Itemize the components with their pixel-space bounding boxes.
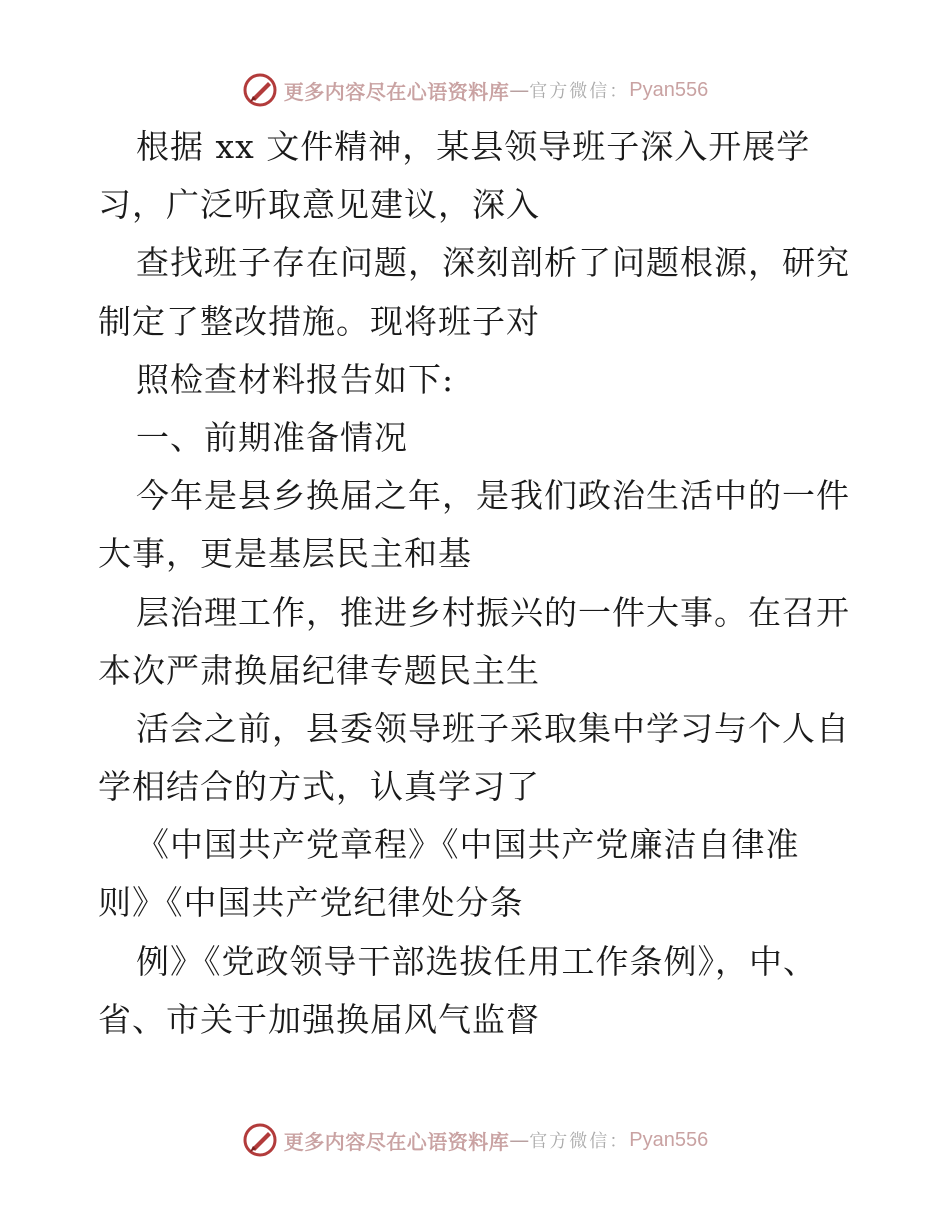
watermark-wechat-label: 官方微信： [529, 1131, 630, 1152]
body-line: 活会之前，县委领导班子采取集中学习与个人自 [136, 708, 850, 748]
body-line: 制定了整改措施。现将班子对 [98, 301, 540, 341]
body-line: 《中国共产党章程》《中国共产党廉洁自律准 [136, 825, 800, 865]
body-line: 查找班子存在问题，深刻剖析了问题根源，研究 [136, 243, 850, 283]
body-line: 大事，更是基层民主和基 [98, 534, 472, 574]
watermark-wechat-id: Pyan556 [629, 78, 709, 101]
body-line: 省、市关于加强换届风气监督 [98, 999, 540, 1039]
header-watermark [0, 70, 950, 110]
body-line: 本次严肃换届纪律专题民主生 [98, 650, 540, 690]
body-line: 例》《党政领导干部选拔任用工作条例》，中、 [136, 941, 817, 981]
body-line: 则》《中国共产党纪律处分条 [98, 883, 524, 923]
watermark-dash: — [509, 78, 530, 102]
body-line: 照检查材料报告如下: [136, 359, 455, 399]
watermark-wechat-id: Pyan556 [629, 1128, 709, 1151]
watermark-site-name: 更多内容尽在心语资料库 [283, 79, 510, 104]
logo-icon [242, 1122, 278, 1158]
watermark-wechat-label: 官方微信： [529, 81, 630, 102]
body-line: 学相结合的方式，认真学习了 [98, 767, 540, 807]
watermark-dash: — [509, 1128, 530, 1152]
document-body [98, 118, 858, 1049]
watermark-site-name: 更多内容尽在心语资料库 [283, 1129, 510, 1154]
footer-watermark [0, 1120, 950, 1160]
body-line: 习，广泛听取意见建议，深入 [98, 185, 540, 225]
logo-icon [242, 72, 278, 108]
section-heading: 一、前期准备情况 [136, 417, 408, 457]
body-line: 根据 xx 文件精神，某县领导班子深入开展学 [136, 127, 811, 166]
body-line: 今年是县乡换届之年，是我们政治生活中的一件 [136, 476, 850, 516]
body-line: 层治理工作，推进乡村振兴的一件大事。在召开 [136, 592, 850, 632]
